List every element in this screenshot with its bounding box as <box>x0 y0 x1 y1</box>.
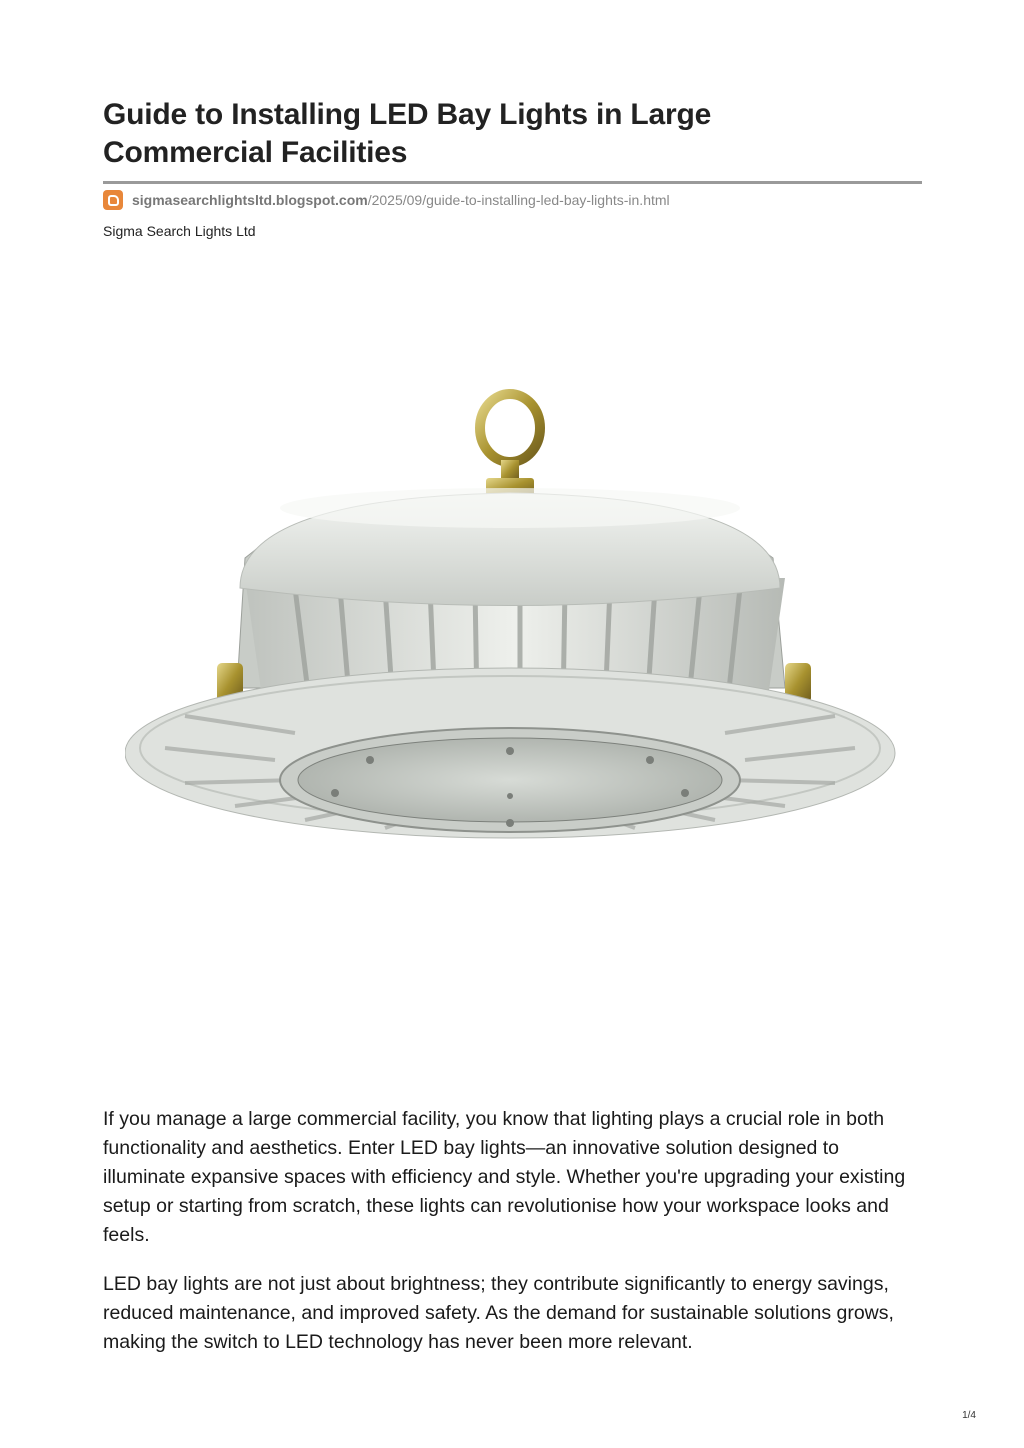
title-divider <box>103 181 922 184</box>
author-name: Sigma Search Lights Ltd <box>103 223 256 239</box>
body-paragraph-2: LED bay lights are not just about brightness; they contribute significantly to energy savings, reduced maintenance, and improved safety. As the demand for sustainable solutions grows, making the switch to LED technology has never been more relevant. <box>103 1273 894 1353</box>
source-path: /2025/09/guide-to-installing-led-bay-lights-in.html <box>367 192 670 208</box>
article-title: Guide to Installing LED Bay Lights in Large Commercial Facilities <box>103 98 712 169</box>
body-paragraph-1: If you manage a large commercial facility, you know that lighting plays a crucial role in both functionality and aesthetics. Enter LED bay lights—an innovative solution designed to illuminate expansive spaces with efficiency and style. Whether you're upgrading your existing setup or starting from scratch, these lights can revolutionise how your workspace looks and feels. <box>103 1108 906 1246</box>
page-number: 1/4 <box>962 1410 976 1421</box>
led-bay-light-image <box>125 388 905 858</box>
blogger-icon <box>103 190 123 210</box>
source-domain: sigmasearchlightsltd.blogspot.com <box>132 192 368 208</box>
source-url[interactable] <box>103 189 670 211</box>
